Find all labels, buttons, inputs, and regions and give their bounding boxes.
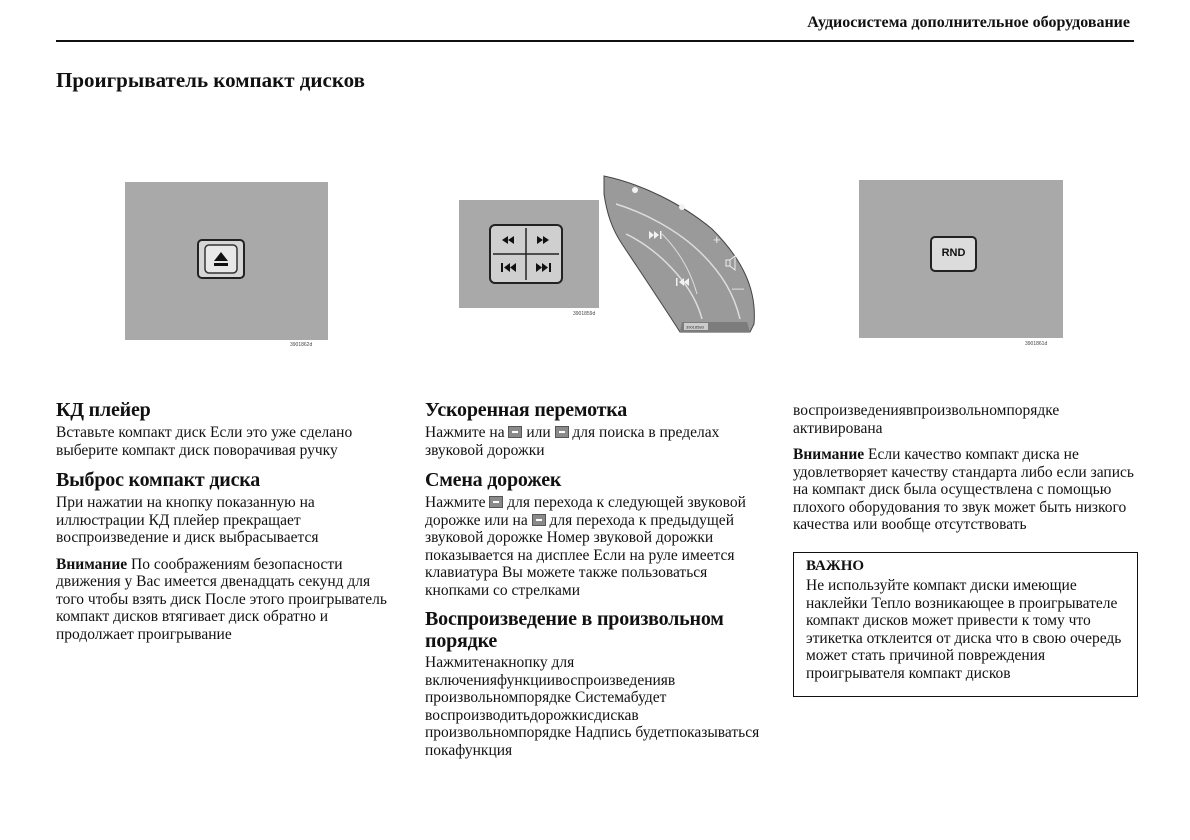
note-label: Внимание — [56, 555, 128, 573]
quality-note — [793, 446, 1138, 534]
steering-wheel-controls-figure — [602, 174, 762, 336]
note-label: Внимание — [793, 446, 865, 463]
section-title-track-change: Смена дорожек — [425, 469, 562, 491]
wheel-volume-minus: — — [732, 281, 744, 295]
important-box — [793, 552, 1138, 698]
next-track-icon — [489, 496, 503, 508]
section-title-random: Воспроизведение в произвольном порядке — [425, 608, 724, 652]
track-change-text — [425, 494, 767, 599]
eject-icon — [199, 241, 243, 277]
random-button-label: RND — [941, 247, 966, 259]
eject-note — [56, 556, 396, 644]
section-header: Аудиосистема дополнительное оборудование — [807, 14, 1130, 31]
previous-track-icon — [501, 263, 516, 272]
eject-figure — [125, 182, 328, 340]
random-continuation-text: воспроизведениявпроизвольномпорядке активирована — [793, 402, 1060, 437]
transport-keypad — [489, 224, 563, 284]
page-title: Проигрыватель компакт дисков — [56, 68, 365, 92]
important-text: Не используйте компакт диски имеющие наклейки Тепло возникающее в проигрывателе компакт дисков может привести к тому что этикетка отклеится от диска что в свою очередь может стать причиной повреждения проигрывателя компакт дисков — [806, 577, 1122, 682]
eject-figure-code: 3901862d — [290, 342, 313, 348]
header-rule — [56, 40, 1134, 42]
wheel-figure-code: 3901858d — [686, 324, 704, 330]
fast-rewind-text — [425, 424, 767, 459]
fast-rewind-text-c: для поиска в пределах звуковой дорожки — [425, 424, 720, 459]
random-figure — [859, 180, 1063, 338]
random-text: Нажмитенакнопку для включенияфункциивоспроизведенияв произвольномпорядке Системабудет воспроизводитьдорожкисдискав произвольномпорядке Надпись будетпоказываться покафункция — [425, 654, 760, 759]
section-title-fast-rewind: Ускоренная перемотка — [425, 399, 628, 421]
cd-player-text: Вставьте компакт диск Если это уже сделано выберите компакт диск поворачивая ручку — [56, 424, 353, 459]
fast-rewind-text-b: или — [522, 424, 555, 441]
random-figure-code: 3901861d — [1025, 341, 1048, 347]
quality-note-text: Если качество компакт диска не удовлетворяет качеству стандарта либо если запись на компакт диск была осуществлена с помощью плохого оборудования то звук может быть низкого качества или вообще отсутствовать — [793, 446, 1134, 533]
rewind-icon — [555, 426, 569, 438]
eject-button — [197, 239, 245, 279]
fast-forward-icon — [508, 426, 522, 438]
next-track-icon — [536, 263, 551, 272]
section-title-eject: Выброс компакт диска — [56, 469, 261, 491]
section-title-cd-player: КД плейер — [56, 399, 151, 421]
transport-keys-figure-code: 3901859d — [573, 311, 596, 317]
transport-keys-figure — [459, 200, 599, 308]
column-3 — [793, 402, 1138, 697]
fast-rewind-text-a: Нажмите на — [425, 424, 509, 441]
column-2 — [425, 398, 767, 768]
important-title: ВАЖНО — [806, 557, 865, 574]
previous-track-icon — [532, 514, 546, 526]
column-1 — [56, 398, 396, 652]
track-change-text-b: для перехода к следующей звуковой дорожке или на — [425, 494, 746, 529]
eject-text: При нажатии на кнопку показанную на иллюстрации КД плейер прекращает воспроизведение и диск выбрасывается — [56, 494, 319, 546]
track-change-text-c: для перехода к предыдущей звуковой дорожке Номер звуковой дорожки показывается на дисплее Если на руле имеется клавиатура Вы можете также пользоваться кнопками со стрелками — [425, 511, 735, 599]
rewind-icon — [502, 236, 514, 244]
fast-forward-icon — [537, 236, 549, 244]
eject-note-text: По соображениям безопасности движения у Вас имеется двенадцать секунд для того чтобы взять диск После этого проигрыватель компакт дисков втягивает диск обратно и продолжает проигрывание — [56, 555, 387, 643]
random-button — [930, 236, 977, 272]
track-change-text-a: Нажмите — [425, 494, 490, 511]
wheel-volume-plus: + — [713, 232, 721, 247]
transport-keypad-graphic — [491, 226, 561, 282]
